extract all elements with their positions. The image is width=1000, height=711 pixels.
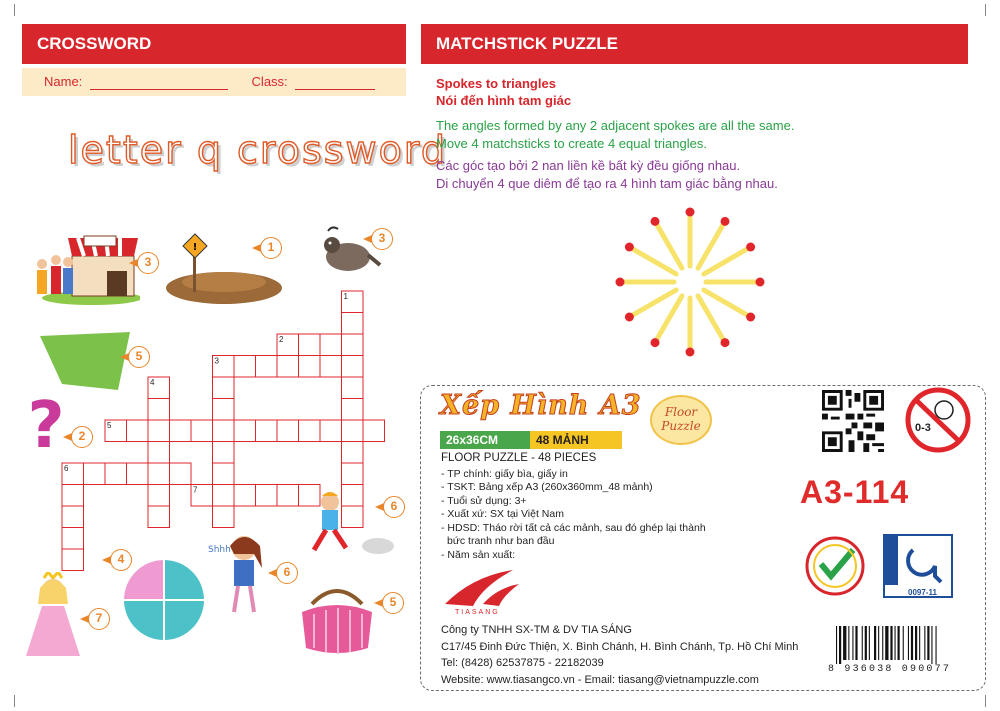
crop-mark <box>14 695 15 707</box>
crossword-cell[interactable] <box>148 442 170 464</box>
crossword-cell-number: 2 <box>279 335 284 344</box>
spec-line: - Xuất xứ: SX tại Việt Nam <box>441 508 564 520</box>
crossword-cell[interactable] <box>213 442 235 464</box>
crossword-cell[interactable] <box>342 334 364 356</box>
floor-puzzle-badge: Floor Puzzle <box>650 395 712 445</box>
matchstick-header: MATCHSTICK PUZZLE <box>421 24 968 64</box>
svg-text:Shhh: Shhh <box>208 545 231 555</box>
crossword-cell[interactable] <box>342 420 364 442</box>
pieces-en: FLOOR PUZZLE - 48 PIECES <box>441 452 597 464</box>
age-warning-label: 0-3 <box>915 422 931 434</box>
crossword-cell-number: 1 <box>343 292 348 301</box>
barcode-icon <box>834 626 974 664</box>
spec-line: - Năm sản xuất: <box>441 548 516 561</box>
crossword-cell[interactable] <box>62 506 84 528</box>
spec-line: - HDSD: Tháo rời tất cả các mảnh, sau đó ghép lại thành <box>441 521 706 534</box>
brand-title: Xếp Hình A3 <box>440 390 642 421</box>
crossword-cell[interactable] <box>234 420 256 442</box>
crossword-grid[interactable] <box>0 0 420 600</box>
crossword-cell[interactable] <box>277 485 299 507</box>
crossword-cell[interactable] <box>62 549 84 571</box>
crossword-cell[interactable] <box>299 485 321 507</box>
crossword-cell[interactable] <box>342 506 364 528</box>
crossword-cell[interactable] <box>170 463 192 485</box>
crop-mark <box>985 4 986 16</box>
crossword-cell[interactable] <box>213 485 235 507</box>
crossword-cell[interactable] <box>234 485 256 507</box>
spec-line: - Tuổi sử dụng: 3+ <box>441 494 527 507</box>
crossword-cell[interactable] <box>277 356 299 378</box>
company-address: C17/45 Đinh Đức Thiện, X. Bình Chánh, H. Bình Chánh, Tp. Hồ Chí Minh <box>441 640 799 653</box>
quacert-code: 0097-11 <box>908 588 937 597</box>
crossword-cell[interactable] <box>320 420 342 442</box>
crossword-cell[interactable] <box>62 485 84 507</box>
matchstick-subtitle-en: Spokes to triangles <box>436 76 556 91</box>
company-web: Website: www.tiasangco.vn - Email: tiasang@vietnampuzzle.com <box>441 673 759 686</box>
crop-mark <box>985 695 986 707</box>
clue-number-badge: 4 <box>110 549 132 571</box>
spec-line: bức tranh như ban đầu <box>447 535 555 547</box>
crossword-cell[interactable] <box>213 399 235 421</box>
size-chip: 26x36CM <box>440 431 530 449</box>
crossword-cell[interactable] <box>320 356 342 378</box>
company-name: Công ty TNHH SX-TM & DV TIA SÁNG <box>441 624 632 636</box>
matchstick-subtitle-vi: Nói đến hình tam giác <box>436 93 572 108</box>
crossword-cell[interactable] <box>213 506 235 528</box>
crossword-cell[interactable] <box>213 420 235 442</box>
crossword-cell[interactable] <box>148 506 170 528</box>
crossword-cell[interactable] <box>299 334 321 356</box>
matchstick[interactable] <box>686 208 695 267</box>
crossword-cell[interactable] <box>148 485 170 507</box>
clue-number-badge: 6 <box>276 562 298 584</box>
spec-line: - TSKT: Bảng xếp A3 (260x360mm_48 mảnh) <box>441 481 653 493</box>
desc-en-line: Move 4 matchsticks to create 4 equal triangles. <box>436 136 707 151</box>
barcode-number: 8 936038 090077 <box>828 664 952 675</box>
clue-number-badge: 7 <box>88 608 110 630</box>
crossword-cell[interactable] <box>127 463 149 485</box>
clue-number-badge: 3 <box>137 252 159 274</box>
crossword-cell[interactable] <box>170 420 192 442</box>
matchstick-desc-en <box>436 117 816 153</box>
crossword-cell[interactable] <box>342 356 364 378</box>
product-code: A3-114 <box>800 474 910 510</box>
name-label: Name: <box>44 74 83 89</box>
crossword-cell-number: 4 <box>150 378 155 387</box>
svg-text:?: ? <box>27 392 65 454</box>
crossword-cell[interactable] <box>213 377 235 399</box>
svg-text:!: ! <box>192 242 198 253</box>
qr-code-icon[interactable] <box>822 390 884 452</box>
clue-number-badge: 6 <box>383 496 405 518</box>
crossword-cell[interactable] <box>84 463 106 485</box>
crossword-cell[interactable] <box>342 377 364 399</box>
crossword-cell[interactable] <box>105 463 127 485</box>
crossword-cell[interactable] <box>342 463 364 485</box>
crossword-cell[interactable] <box>342 442 364 464</box>
matchstick[interactable] <box>686 298 695 357</box>
matchstick[interactable] <box>706 278 765 287</box>
desc-vi-line: Di chuyển 4 que diêm để tạo ra 4 hình tam giác bằng nhau. <box>436 176 778 191</box>
crossword-cell[interactable] <box>277 420 299 442</box>
matchstick-figure[interactable] <box>590 196 790 366</box>
clue-number-badge: 2 <box>71 426 93 448</box>
clue-number-badge: 1 <box>260 237 282 259</box>
crossword-header: CROSSWORD <box>22 24 406 64</box>
desc-en-line: The angles formed by any 2 adjacent spokes are all the same. <box>436 118 795 133</box>
age-warning-icon <box>904 386 972 454</box>
crossword-cell[interactable] <box>299 420 321 442</box>
crossword-cell[interactable] <box>320 334 342 356</box>
crossword-cell[interactable] <box>256 356 278 378</box>
desc-vi-line: Các góc tạo bởi 2 nan liền kề bất kỳ đều giống nhau. <box>436 158 741 173</box>
product-specs <box>441 452 761 562</box>
crossword-cell[interactable] <box>213 463 235 485</box>
crossword-cell[interactable] <box>148 463 170 485</box>
pieces-chip: 48 MẢNH <box>530 431 622 449</box>
crossword-title-art: letter q crossword <box>68 128 447 172</box>
crossword-cell-number: 3 <box>214 356 219 366</box>
crossword-cell[interactable] <box>191 420 213 442</box>
crossword-cell[interactable] <box>256 485 278 507</box>
crossword-cell[interactable] <box>256 420 278 442</box>
crossword-cell[interactable] <box>299 356 321 378</box>
crossword-cell-number: 7 <box>193 485 198 495</box>
crossword-cell[interactable] <box>342 485 364 507</box>
crossword-cell[interactable] <box>148 399 170 421</box>
crossword-cell-number: 6 <box>64 464 69 473</box>
matchstick[interactable] <box>616 278 675 287</box>
spec-line: - TP chính: giấy bìa, giấy in <box>441 467 568 480</box>
crossword-cell[interactable] <box>62 528 84 550</box>
crossword-cell[interactable] <box>342 399 364 421</box>
vietnam-quality-award-icon <box>795 534 875 598</box>
clue-number-badge: 5 <box>382 592 404 614</box>
class-label: Class: <box>251 74 288 89</box>
company-tel: Tel: (8428) 62537875 - 22182039 <box>441 657 604 669</box>
clue-number-badge: 3 <box>371 228 393 250</box>
clue-number-badge: 5 <box>128 346 150 368</box>
crossword-cell[interactable] <box>148 420 170 442</box>
crossword-cell[interactable] <box>127 420 149 442</box>
crossword-cell-number: 5 <box>107 421 112 430</box>
company-info <box>441 622 798 688</box>
crossword-cell[interactable] <box>363 420 385 442</box>
matchstick-desc-vi <box>436 157 816 193</box>
logo-text: TIASANG <box>455 609 500 616</box>
crossword-cell[interactable] <box>342 313 364 335</box>
crossword-cell[interactable] <box>234 356 256 378</box>
